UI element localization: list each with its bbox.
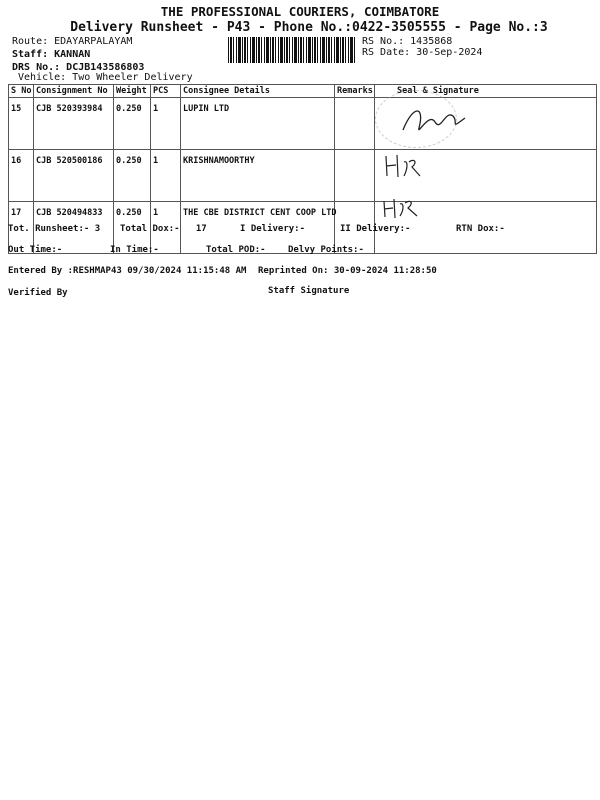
handwritten-initials bbox=[382, 150, 432, 180]
cell-pcs: 1 bbox=[151, 98, 181, 150]
handwritten-initials bbox=[380, 193, 430, 221]
delvy-points: Delvy Points:- bbox=[288, 245, 364, 255]
i-delivery: I Delivery:- bbox=[240, 224, 306, 234]
cell-remarks bbox=[335, 150, 375, 202]
table-row bbox=[9, 150, 597, 202]
staff-label: Staff: KANNAN bbox=[12, 49, 91, 60]
cell-consignee: KRISHNAMOORTHY bbox=[181, 150, 335, 202]
cell-pcs: 1 bbox=[151, 202, 181, 254]
rs-number: RS No.: 1435868 bbox=[362, 36, 453, 47]
handwritten-signature bbox=[395, 100, 475, 140]
company-title: THE PROFESSIONAL COURIERS, COIMBATORE bbox=[160, 4, 440, 19]
route-label: Route: EDAYARPALAYAM bbox=[12, 36, 133, 47]
total-dox: Total Dox:- 17 bbox=[120, 224, 207, 234]
cell-consignment: CJB 520494833 bbox=[34, 202, 114, 254]
staff-signature: Staff Signature bbox=[268, 286, 350, 296]
cell-weight: 0.250 bbox=[114, 202, 151, 254]
in-time: In Time:- bbox=[110, 245, 159, 255]
col-seal-signature: Seal & Signature bbox=[375, 85, 597, 98]
reprinted-on: Reprinted On: 30-09-2024 11:28:50 bbox=[258, 266, 437, 276]
verified-by: Verified By bbox=[8, 288, 68, 298]
cell-sno: 16 bbox=[9, 150, 34, 202]
cell-consignment: CJB 520393984 bbox=[34, 98, 114, 150]
drs-label: DRS No.: DCJB143586803 bbox=[12, 62, 145, 73]
table-header-row bbox=[9, 85, 597, 98]
cell-sno: 17 bbox=[9, 202, 34, 254]
col-consignee-details: Consignee Details bbox=[181, 85, 335, 98]
cell-consignee: THE CBE DISTRICT CENT COOP LTD bbox=[181, 202, 335, 254]
ii-delivery: II Delivery:- bbox=[340, 224, 411, 234]
cell-remarks bbox=[335, 98, 375, 150]
cell-sno: 15 bbox=[9, 98, 34, 150]
cell-pcs: 1 bbox=[151, 150, 181, 202]
cell-consignment: CJB 520500186 bbox=[34, 150, 114, 202]
col-remarks: Remarks bbox=[335, 85, 375, 98]
total-pod: Total POD:- bbox=[206, 245, 266, 255]
cell-consignee: LUPIN LTD bbox=[181, 98, 335, 150]
barcode-image bbox=[228, 37, 356, 63]
table-row bbox=[9, 98, 597, 150]
col-weight: Weight bbox=[114, 85, 151, 98]
rs-date: RS Date: 30-Sep-2024 bbox=[362, 47, 483, 58]
out-time: Out Time:- bbox=[8, 245, 63, 255]
col-consignment-no: Consignment No bbox=[34, 85, 114, 98]
rtn-dox: RTN Dox:- bbox=[456, 224, 505, 234]
cell-weight: 0.250 bbox=[114, 98, 151, 150]
cell-weight: 0.250 bbox=[114, 150, 151, 202]
vehicle-label: Vehicle: Two Wheeler Delivery bbox=[18, 72, 193, 83]
col-pcs: PCS bbox=[151, 85, 181, 98]
runsheet-subtitle: Delivery Runsheet - P43 - Phone No.:0422-3505555 - Page No.:3 bbox=[70, 20, 548, 35]
col-sno: S No bbox=[9, 85, 34, 98]
entered-by: Entered By :RESHMAP43 09/30/2024 11:15:48 AM bbox=[8, 266, 247, 276]
total-runsheet: Tot. Runsheet:- 3 bbox=[8, 224, 101, 234]
